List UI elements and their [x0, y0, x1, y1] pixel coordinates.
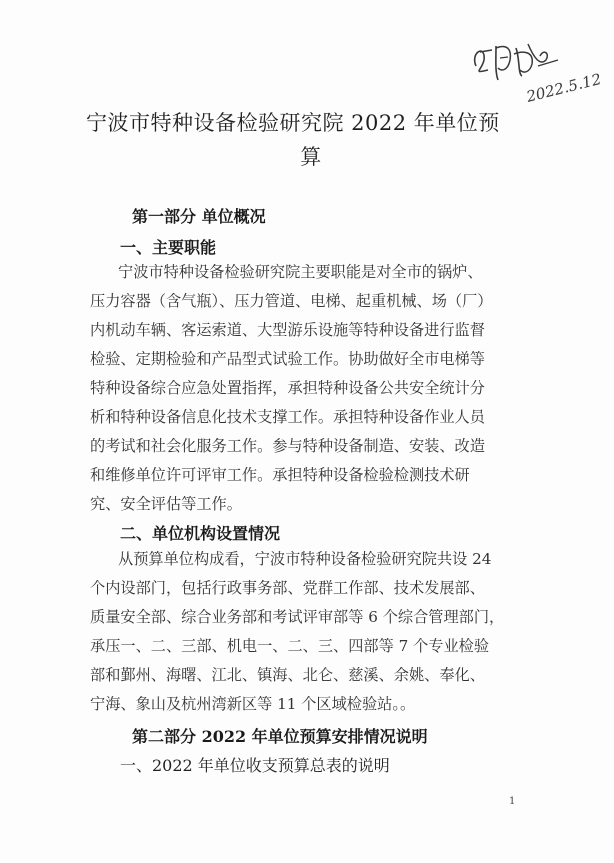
paragraph-line: 承压一、二、三部、机电一、二、三、四部等 7 个专业检验 [90, 637, 490, 655]
paragraph-line: 特种设备综合应急处置指挥，承担特种设备公共安全统计分 [90, 379, 485, 397]
paragraph-line: 的考试和社会化服务工作。参与特种设备制造、安装、改造 [90, 437, 485, 455]
paragraph-line: 从预算单位构成看，宁波市特种设备检验研究院共设 24 [118, 550, 492, 568]
signature-date: 2022.5.12 [524, 69, 604, 106]
paragraph-line: 压力容器（含气瓶）、压力管道、电梯、起重机械、场（厂） [90, 292, 493, 310]
paragraph-line: 部和鄞州、海曙、江北、镇海、北仑、慈溪、余姚、奉化、 [90, 666, 485, 684]
section1-paragraph [90, 258, 530, 519]
paragraph-line: 宁海、象山及杭州湾新区等 11 个区域检验站。。 [90, 695, 416, 713]
page-number: 1 [509, 796, 516, 807]
part2-heading: 第二部分 2022 年单位预算安排情况说明 [132, 727, 428, 746]
paragraph-line: 内机动车辆、客运索道、大型游乐设施等特种设备进行监督 [90, 321, 485, 339]
part1-heading: 第一部分 单位概况 [132, 207, 266, 226]
paragraph-line: 检验、定期检验和产品型式试验工作。协助做好全市电梯等 [90, 350, 485, 368]
paragraph-line: 析和特种设备信息化技术支撑工作。承担特种设备作业人员 [90, 408, 485, 426]
section2-paragraph [90, 545, 530, 719]
section1-heading: 一、主要职能 [120, 238, 217, 257]
title-line-1: 宁波市特种设备检验研究院 2022 年单位预 [86, 111, 500, 135]
section2-heading: 二、单位机构设置情况 [120, 524, 281, 543]
paragraph-line: 质量安全部、综合业务部和考试评审部等 6 个综合管理部门， [90, 608, 505, 626]
paragraph-line: 究、安全评估等工作。 [90, 495, 242, 513]
title-line-2: 算 [300, 145, 322, 169]
section3-heading: 一、2022 年单位收支预算总表的说明 [120, 756, 390, 775]
document-title [86, 106, 536, 174]
paragraph-line: 宁波市特种设备检验研究院主要职能是对全市的锅炉、 [118, 263, 483, 281]
handwritten-signature [462, 30, 612, 110]
paragraph-line: 和维修单位许可评审工作。承担特种设备检验检测技术研 [90, 466, 470, 484]
paragraph-line: 个内设部门，包括行政事务部、党群工作部、技术发展部、 [90, 579, 485, 597]
